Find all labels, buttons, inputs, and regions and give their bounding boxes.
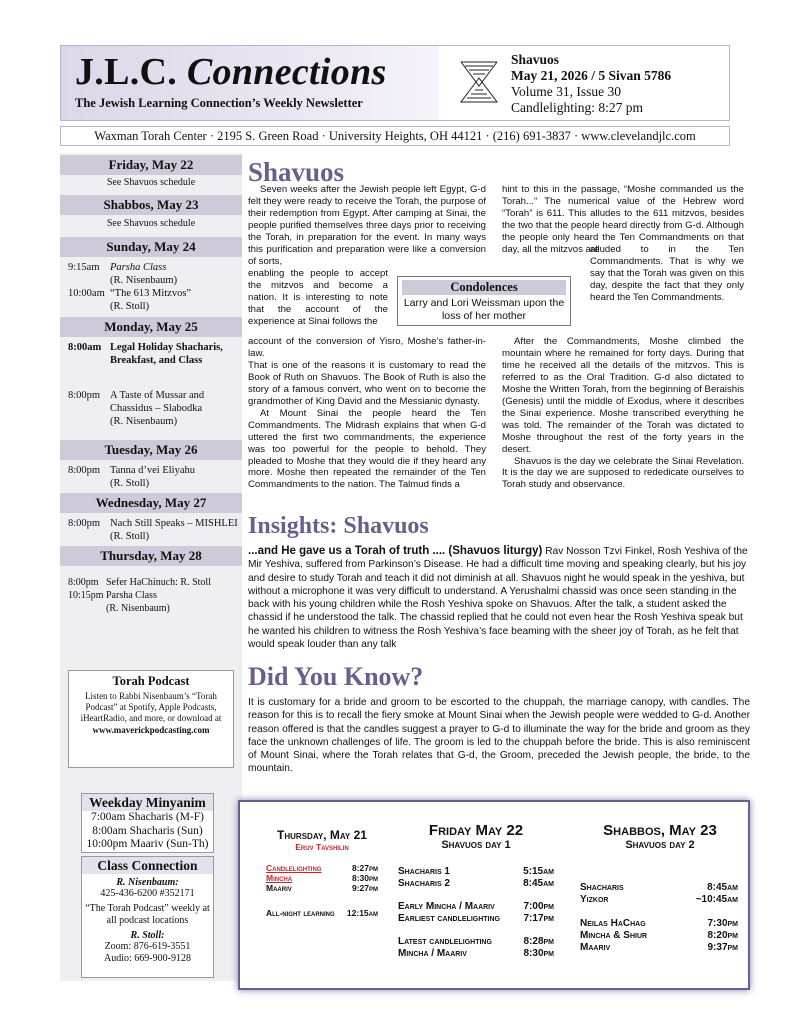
issue-info — [511, 52, 671, 116]
event-time: 8:00pm — [68, 518, 101, 529]
minyan-line: 8:00am Shacharis (Sun) — [92, 824, 203, 837]
podcast-body: Listen to Rabbi Nisenbaum’s “Torah Podcast” at Spotify, Apple Podcasts, iHeartRadio, and more, or download at — [80, 691, 222, 723]
schedule-day-title: Friday May 22 — [428, 822, 524, 839]
schedule-shabbos — [580, 822, 740, 953]
day-heading-sunday: Sunday, May 24 — [60, 237, 242, 257]
event-time: 8:00am — [68, 342, 102, 353]
event-title: Parsha Class (R. Nisenbaum) — [106, 590, 170, 614]
podcast-note: “The Torah Podcast” weekly at all podcast locations — [85, 903, 210, 926]
sidebar-event — [68, 341, 238, 381]
schedule-row: Mincha 8:30pm — [266, 873, 378, 883]
did-you-know-heading: Did You Know? — [248, 662, 424, 691]
podcast-title: Torah Podcast — [112, 674, 190, 688]
title-box — [61, 46, 439, 120]
issue-name: Shavuos — [511, 52, 560, 67]
schedule-row: Early Mincha / Maariv 7:00pm — [398, 901, 554, 912]
event-time: 8:00pm — [68, 577, 99, 588]
condolences-title: Condolences — [402, 280, 566, 295]
sidebar-event — [68, 464, 238, 490]
shavuos-column-left-narrow: enabling the people to accept the mitzvos and become a nation. It is interesting to note that the account of the experience at Sinai follows the — [248, 268, 388, 327]
event-time: 9:15am — [68, 262, 100, 273]
schedule-day-title: Thursday, May 21 — [277, 828, 367, 842]
event-title: Parsha Class (R. Nisenbaum) — [110, 262, 178, 286]
issue-volume: Volume 31, Issue 30 — [511, 84, 621, 99]
minyanim-title: Weekday Minyanim — [82, 794, 213, 811]
day-heading-thursday: Thursday, May 28 — [60, 546, 242, 566]
schedule-day-sub: Eruv Tavshilin — [295, 842, 349, 852]
contact-name: R. Stoll: — [130, 930, 165, 941]
masthead — [60, 45, 730, 121]
minyan-line: 7:00am Shacharis (M-F) — [90, 811, 205, 823]
shavuos-schedule-box — [238, 800, 750, 990]
shavuos-column-left-bottom: account of the conversion of Yisro, Moshe’s father-in-law. That is one of the reasons it is customary to read the Book of Ruth on Shavuos. The Book of Ruth is also the story of a famous convert, who went on to become the grandmother of King David and the Messianic dynasty. At Mount Sinai the people heard the Ten Commandments. The Midrash explains that when G-d uttered the first two commandments, the experience was too powerful for the people to behold. They pleaded to Moshe that they would die if they heard any more. Moshe then repeated the remainder of the Ten Commandments to the nation. The Talmud finds a — [248, 336, 486, 491]
event-title: “The 613 Mitzvos” (R. Stoll) — [110, 288, 192, 312]
day-note: See Shavuos schedule — [106, 218, 196, 229]
schedule-thursday — [266, 828, 378, 918]
schedule-row: Earliest candlelighting 7:17pm — [398, 913, 554, 924]
sidebar-event — [68, 261, 238, 287]
schedule-row: Latest candlelighting 8:28pm — [398, 936, 554, 947]
shavuos-column-right-bottom: After the Commandments, Moshe climbed the mountain where he remained for forty days. During that time he received all the details of the mitzvos. This is referred to as the Oral Tradition. G-d also dictated to Moshe the Written Torah, from the beginning of Beraishis (Genesis) until the middle of Exodus, where it describes the Sinai experience. Moshe transcribed everything he was told. The remainder of the Torah was dictated to Moshe throughout the rest of the forty years in the desert. Shavuos is the day we celebrate the Sinai Revelation. It is the day we are supposed to rededicate ourselves to Torah study and observance. — [502, 336, 744, 491]
sidebar-event — [68, 287, 238, 313]
event-title: Nach Still Speaks – MISHLEI (R. Stoll) — [110, 518, 238, 542]
schedule-row: Maariv 9:27pm — [266, 883, 378, 893]
event-time: 8:00pm — [68, 465, 101, 476]
schedule-row: Shacharis 8:45am — [580, 882, 738, 893]
schedule-friday — [398, 822, 554, 959]
schedule-row: Shacharis 2 8:45am — [398, 878, 554, 889]
contact-phone: 425-436-6200 #352171 — [100, 888, 195, 899]
event-time: 8:00pm — [68, 390, 101, 401]
event-title: A Taste of Mussar and Chassidus – Slabodka (R. Nisenbaum) — [110, 390, 205, 427]
event-time: 10:15pm — [68, 590, 104, 601]
insights-text: ...and He gave us a Torah of truth .... (Shavuos liturgy) Rav Nosson Tzvi Finkel, Rosh Yeshiva of the Mir Yeshiva, suffered from Parkinson’s Disease. He had a difficult time moving and speaking clearly, but his joy and desire to study Torah and teach it did not diminish at all. Shavuos night he would speak in the yeshiva, but without a microphone it was very difficult to understand. A Yerushalmi chassid was once seen standing in the back with his young children while the Rosh Yeshiva spoke on Shavuos. After the talk, a student asked the chassid if he understood the talk. The chassid replied that he could not even hear the Rosh Yeshiva speak but he wanted his children to witness the Rosh Yeshiva’s face beaming with the sheer joy of Torah, as he felt that would speak louder than any talk — [248, 545, 748, 651]
shavuos-column-right-top: hint to this in the passage, “Moshe commanded us the Torah...” The numerical value of the Hebrew word “Torah” is 611. This alludes to the 611 mitzvos, besides the two that the people heard directly from G-d. Although the people only heard the Ten Commandments on that day, all the mitzvos are — [502, 184, 744, 255]
newsletter-title: J.L.C. Connections — [75, 51, 387, 93]
event-time: 10:00am — [68, 288, 105, 299]
schedule-row: Neilas HaChag 7:30pm — [580, 918, 738, 929]
schedule-row: Mincha / Maariv 8:30pm — [398, 948, 554, 959]
contact-audio: Audio: 669-900-9128 — [104, 953, 191, 964]
shavuos-column-left-top: Seven weeks after the Jewish people left Egypt, G-d felt they were ready to receive the Torah, the purpose of their redemption from Egypt. After camping at Sinai, the people purified themselves three days prior to receiving the Torah, in preparation for the event. In many ways this purification and preparation were like a conversion of sorts, — [248, 184, 486, 267]
shavuos-column-right-narrow: alluded to in the Ten Commandments. That is why we say that the Torah was given on this day, despite the fact that they only heard the Ten Commandments. — [590, 244, 744, 303]
schedule-day-title: Shabbos, May 23 — [603, 822, 717, 839]
day-heading-shabbos: Shabbos, May 23 — [60, 195, 242, 215]
schedule-row: All-night learning 12:15am — [266, 908, 378, 918]
class-connection-box — [81, 856, 214, 978]
day-heading-tuesday: Tuesday, May 26 — [60, 440, 242, 460]
condolences-text: Larry and Lori Weissman upon the loss of her mother — [403, 297, 565, 322]
contact-name: R. Nisenbaum: — [116, 877, 179, 888]
day-heading-wednesday: Wednesday, May 27 — [60, 493, 242, 513]
minyan-line: 10:00pm Maariv (Sun-Th) — [86, 838, 209, 850]
weekday-minyanim-box — [81, 793, 214, 853]
newsletter-tagline: The Jewish Learning Connection’s Weekly Newsletter — [75, 96, 363, 110]
day-heading-monday: Monday, May 25 — [60, 317, 242, 337]
podcast-link[interactable]: www.maverickpodcasting.com — [92, 725, 210, 735]
sidebar-event — [68, 389, 238, 429]
issue-date: May 21, 2026 / 5 Sivan 5786 — [511, 68, 672, 83]
sidebar-event — [68, 576, 238, 589]
schedule-row: Mincha & Shiur 8:20pm — [580, 930, 738, 941]
schedule-row: Shacharis 1 5:15am — [398, 866, 554, 877]
event-title: Tanna d’vei Eliyahu (R. Stoll) — [110, 465, 195, 489]
schedule-day-sub: Shavuos day 1 — [441, 839, 511, 851]
sidebar-event — [68, 589, 238, 615]
contact-zoom: Zoom: 876-619-3551 — [104, 941, 191, 952]
insights-heading: Insights: Shavuos — [248, 513, 429, 539]
did-you-know-text: It is customary for a bride and groom to be escorted to the chuppah, the marriage canopy, with candles. The reason for this is to recall the fiery smoke at Mount Sinai when the Jewish people were wedded to G-d. Another reason offered is that the candles suggest a prayer to G-d to illuminate the way for the bride and groom as they face the unknown challenges of life. The groom is led to the chuppah before the bride. This is also reminiscent of Mount Sinai, where the Torah relates that G-d, the Groom, preceded the Jewish people, the bride, to the mountain. — [248, 697, 750, 775]
day-note: See Shavuos schedule — [106, 177, 196, 188]
event-title: Sefer HaChinuch: R. Stoll — [106, 577, 211, 588]
condolences-box — [397, 276, 571, 326]
sidebar — [60, 153, 242, 981]
issue-candlelighting: Candlelighting: 8:27 pm — [511, 100, 643, 115]
schedule-row: Maariv 9:37pm — [580, 942, 738, 953]
address-bar: Waxman Torah Center · 2195 S. Green Road · University Heights, OH 44121 · (216) 691-3837 · www.clevelandjlc.com — [60, 126, 730, 146]
mountain-logo-icon — [459, 56, 499, 108]
sidebar-event — [68, 517, 238, 543]
event-title: Legal Holiday Shacharis, Breakfast, and Class — [110, 342, 223, 366]
schedule-day-sub: Shavuos day 2 — [625, 839, 695, 851]
day-heading-friday: Friday, May 22 — [60, 155, 242, 175]
torah-podcast-box — [68, 670, 234, 768]
schedule-row: Candlelighting 8:27pm — [266, 863, 378, 873]
shavuos-heading: Shavuos — [248, 157, 345, 187]
class-connection-title: Class Connection — [82, 857, 213, 874]
schedule-row: Yizkor ~10:45am — [580, 894, 738, 905]
